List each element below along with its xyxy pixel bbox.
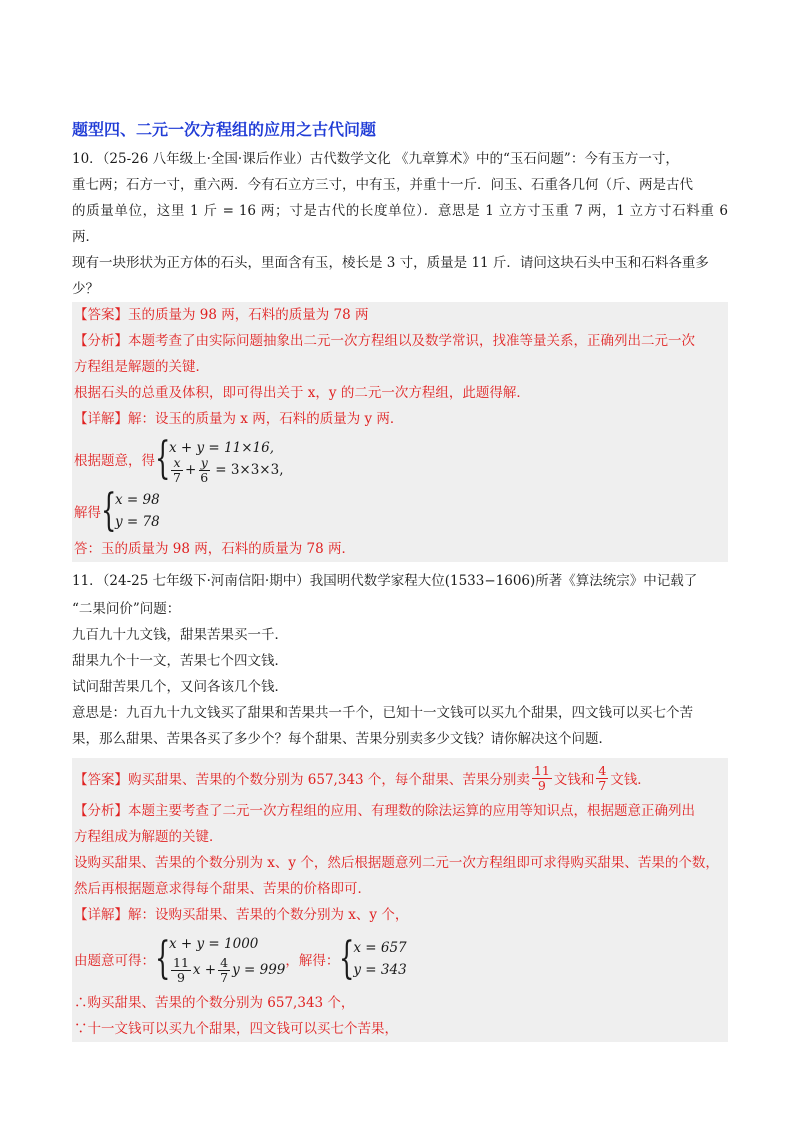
- detail-tag: 【详解】: [74, 907, 128, 923]
- q11-solution-block: [72, 758, 728, 1042]
- q10-stem-line: 的质量单位，这里 1 斤 = 16 两；寸是古代的长度单位）．意思是 1 立方寸玉重 7 两，1 立方寸石料重 6 两．: [72, 203, 728, 245]
- q11-equation-system: [74, 928, 726, 990]
- q11-meaning-line: 果，那么甜果、苦果各买了多少个？每个甜果、苦果分别卖多少文钱？请你解决这个问题．: [72, 731, 612, 747]
- system-prefix: 由题意可得：: [74, 953, 155, 969]
- brace-glyph: {: [101, 485, 117, 536]
- answer-tag: 【答案】: [74, 772, 128, 788]
- q11-analysis: [74, 798, 726, 824]
- system-brace: [155, 433, 284, 485]
- detail-tag: 【详解】: [74, 411, 128, 427]
- brace-glyph: {: [155, 433, 171, 484]
- fraction: [171, 456, 183, 485]
- q10-conclusion: 答：玉的质量为 98 两，石料的质量为 78 两．: [74, 541, 356, 557]
- q11-answer: [74, 758, 726, 798]
- solution-2: y = 343: [353, 962, 407, 978]
- solve-prefix: 解得: [74, 505, 101, 521]
- q10-stem-line: 10．（25-26 八年级上·全国·课后作业）古代数学文化 《九章算术》中的“玉石问题”：今有玉方一寸，: [72, 151, 679, 167]
- q10-solution-block: [72, 302, 728, 562]
- question-10: [72, 146, 728, 562]
- q11-analysis-line: 然后再根据题意求得每个甜果、苦果的价格即可．: [74, 881, 371, 897]
- denominator: 6: [200, 469, 209, 485]
- q11-stem-line: “二果问价”问题：: [72, 601, 181, 617]
- q10-stem-line: 重七两；石方一寸，重六两．今有石立方三寸，中有玉，并重十一斤．问玉、石重各几何（斤、两是古代: [72, 177, 693, 193]
- solution-1: x = 657: [353, 940, 407, 956]
- q10-stem-line: 现有一块形状为正方体的石头，里面含有玉，棱长是 3 寸，质量是 11 斤．请问这块石头中玉和石料各重多: [72, 255, 709, 271]
- system-equations: [169, 437, 284, 485]
- fraction: [198, 456, 210, 485]
- equation-2: [169, 454, 284, 485]
- denominator: 7: [598, 777, 607, 793]
- solution-1: x = 98: [115, 492, 160, 508]
- q11-poem-line: 九百九十九文钱，甜果苦果买一千．: [72, 627, 288, 643]
- rhs: = 3×3×3,: [215, 462, 284, 478]
- brace-glyph: {: [155, 933, 171, 984]
- numerator: y: [200, 454, 208, 470]
- solution-2: y = 78: [115, 514, 160, 530]
- denominator: 7: [220, 969, 229, 985]
- system-equations: [169, 933, 285, 985]
- denominator: 7: [173, 469, 181, 485]
- q10-detail: [74, 406, 726, 432]
- numerator: 4: [598, 762, 607, 778]
- fraction: [596, 764, 608, 793]
- operator: +: [184, 462, 197, 478]
- answer-tag: 【答案】: [74, 307, 128, 323]
- denominator: 9: [176, 969, 185, 985]
- detail-text: 解：设玉的质量为 x 两，石料的质量为 y 两．: [128, 411, 404, 427]
- equation-1: x + y = 1000: [169, 936, 259, 952]
- analysis-text: 本题考查了由实际问题抽象出二元一次方程组以及数学常识，找准等量关系，正确列出二元一次: [128, 333, 695, 349]
- q11-analysis-line: 方程组成为解题的关键．: [74, 829, 223, 845]
- section-title: 题型四、二元一次方程组的应用之古代问题: [72, 120, 377, 139]
- fraction: [171, 956, 191, 985]
- answer-text: 玉的质量为 98 两，石料的质量为 78 两: [128, 307, 369, 323]
- q11-analysis-line: 设购买甜果、苦果的个数分别为 x、y 个，然后根据题意列二元一次方程组即可求得购买甜果、苦果的个数，: [74, 855, 719, 871]
- question-11: [72, 566, 728, 1042]
- solution-brace: [101, 485, 160, 536]
- system-prefix: 根据题意，得: [74, 453, 155, 469]
- brace-glyph: {: [339, 933, 355, 984]
- detail-text: 解：设购买甜果、苦果的个数分别为 x、y 个，: [128, 907, 409, 923]
- answer-text: 文钱和: [553, 772, 595, 788]
- system-brace: [155, 933, 285, 985]
- q11-poem-line: 试问甜苦果几个，又问各该几个钱．: [72, 679, 288, 695]
- q10-analysis-line: 根据石头的总重及体积，即可得出关于 x，y 的二元一次方程组，此题得解．: [74, 385, 530, 401]
- q10-solution-system: [74, 486, 726, 536]
- q10-stem-line: 少？: [72, 281, 99, 297]
- denominator: 9: [537, 777, 546, 793]
- answer-text: 文钱．: [610, 772, 651, 788]
- numerator: 11: [173, 954, 189, 970]
- q10-analysis: [74, 328, 726, 354]
- equation-2: [169, 955, 285, 985]
- solution-brace: [339, 933, 407, 984]
- analysis-tag: 【分析】: [74, 333, 128, 349]
- numerator: 11: [533, 762, 550, 778]
- q10-equation-system: [74, 432, 726, 486]
- q11-because: ∵十一文钱可以买九个甜果，四文钱可以买七个苦果，: [74, 1021, 398, 1037]
- q11-stem-line: 11．（24-25 七年级下·河南信阳·期中）我国明代数学家程大位(1533−1606)所著《算法统宗》中记载了: [72, 573, 698, 589]
- q10-answer: [74, 302, 726, 328]
- q11-therefore: ∴购买甜果、苦果的个数分别为 657,343 个，: [74, 995, 355, 1011]
- equation-part: x +: [192, 962, 217, 978]
- q11-meaning-line: 意思是：九百九十九文钱买了甜果和苦果共一千个，已知十一文钱可以买九个甜果，四文钱可以买七个苦: [72, 705, 693, 721]
- analysis-text: 本题主要考查了二元一次方程组的应用、有理数的除法运算的应用等知识点，根据题意正确列出: [128, 803, 695, 819]
- numerator: x: [173, 454, 181, 470]
- document-page: [72, 118, 728, 1042]
- solve-prefix: ，解得：: [285, 953, 340, 969]
- numerator: 4: [220, 954, 229, 970]
- q11-poem-line: 甜果九个十一文，苦果七个四文钱．: [72, 653, 288, 669]
- fraction: [218, 956, 230, 985]
- analysis-tag: 【分析】: [74, 803, 128, 819]
- q10-analysis-line: 方程组是解题的关键．: [74, 359, 209, 375]
- solution-equations: [115, 489, 160, 533]
- q11-detail: [74, 902, 726, 928]
- solution-equations: [353, 937, 406, 981]
- fraction: [532, 764, 552, 793]
- answer-text: 购买甜果、苦果的个数分别为 657,343 个，每个甜果、苦果分别卖: [128, 772, 530, 788]
- equation-part: y = 999: [232, 962, 286, 978]
- equation-1: x + y = 11×16,: [169, 440, 274, 456]
